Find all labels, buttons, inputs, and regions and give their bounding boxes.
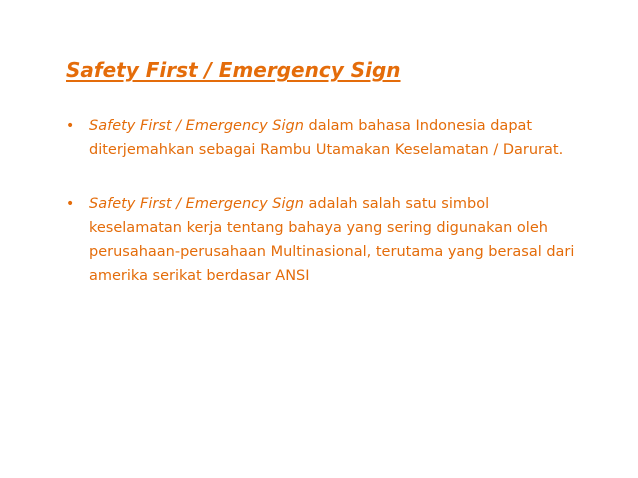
bullet-dot-icon: • xyxy=(66,196,75,212)
slide-title: Safety First / Emergency Sign xyxy=(66,58,401,82)
bullet-list xyxy=(66,114,586,288)
bullet-dot-icon: • xyxy=(66,118,75,134)
bullet-text: adalah salah satu simbol keselamatan kerja tentang bahaya yang sering digunakan oleh perusahaan-perusahaan Multinasional, terutama yang berasal dari amerika serikat berdasar ANSI xyxy=(89,196,575,284)
bullet-term: Safety First / Emergency Sign xyxy=(89,118,304,134)
bullet-text: dalam bahasa Indonesia dapat diterjemahkan sebagai Rambu Utamakan Keselamatan / Darurat. xyxy=(89,118,564,158)
bullet-term: Safety First / Emergency Sign xyxy=(89,196,304,212)
bullet-item xyxy=(66,114,586,162)
bullet-item xyxy=(66,192,586,288)
